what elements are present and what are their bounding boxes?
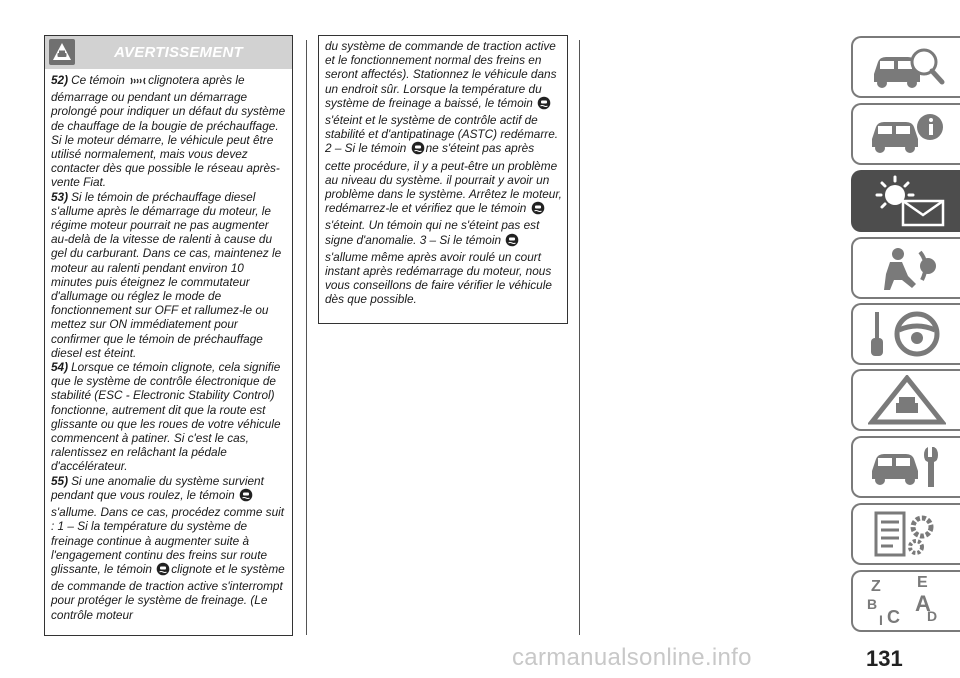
tab-specifications[interactable] <box>851 503 960 565</box>
tab-driving[interactable] <box>851 303 960 365</box>
warning-header <box>45 36 292 69</box>
esc-warning-icon <box>537 96 551 113</box>
tab-safety[interactable] <box>851 237 960 299</box>
paragraph-52: 52) Ce témoin clignotera après le démarrage ou pendant un démarrage prolongé pour indiquer un défaut du système de chauffage de la bougie de préchauffage. Si le moteur démarre, le véhicule peut être utilisé normalement, mais vous devez contacter dès que possible le réseau après-vente Fiat. <box>51 73 286 190</box>
column-divider <box>306 40 307 635</box>
glow-plug-icon <box>129 75 147 90</box>
warning-box-right <box>318 35 568 324</box>
index-letter: Z <box>870 578 881 595</box>
tab-emergency[interactable] <box>851 369 960 431</box>
index-letter: D <box>926 608 937 624</box>
chapter-tabs <box>851 0 960 678</box>
paragraph-53: 53) Si le témoin de préchauffage diesel s'allume après le démarrage du moteur, le régime moteur pourrait ne pas augmenter au-delà de la vitesse de ralenti à cause du gel du carburant. Dans ce cas, maintenez le moteur au ralenti pendant environ 10 minutes puis éteignez le commutateur d'allumage ou réglez le mode de fonctionnement sur OFF et rallumez-le ou mettez sur ON immédiatement pour confirmer que le témoin de préchauffage diesel est éteint. <box>51 189 282 360</box>
tab-index[interactable] <box>851 570 960 632</box>
tab-maintenance[interactable] <box>851 436 960 498</box>
esc-warning-icon <box>411 141 425 158</box>
column-divider-right <box>579 40 580 635</box>
tab-car-search[interactable] <box>851 36 960 98</box>
paragraph-55: 55) Si une anomalie du système survient pendant que vous roulez, le témoin s'allume. Dans ce cas, procédez comme suit : 1 – Si la température du système de freinage continue à augmenter suite à l'engagement continu des freins sur route glissante, le témoin clignote et le système de commande de traction active s'interrompt pour protéger le système de freinage. (Le contrôle moteur <box>51 473 285 622</box>
index-letter: I <box>878 612 883 628</box>
paragraph-54: 54) Lorsque ce témoin clignote, cela signifie que le système de contrôle électronique de stabilité (ESC - Electronic Stability Control) fonctionne, autrement dit que la route est glissante ou que les roues de votre véhicule commencent à patiner. Si c'est le cas, ralentissez en relâchant la pédale d'accélérateur. <box>51 360 281 474</box>
tab-warning-lights[interactable] <box>851 170 960 232</box>
warning-triangle-icon <box>868 375 946 425</box>
warning-body-right <box>319 36 567 307</box>
light-envelope-icon <box>867 175 947 227</box>
tab-car-info[interactable] <box>851 103 960 165</box>
esc-warning-icon <box>505 233 519 250</box>
esc-warning-icon <box>531 201 545 218</box>
airbag-person-icon <box>868 244 946 292</box>
car-wrench-icon <box>868 443 946 491</box>
esc-warning-icon <box>156 562 170 579</box>
warning-title: AVERTISSEMENT <box>114 44 243 61</box>
warning-box-left <box>44 35 293 636</box>
list-gears-icon <box>868 509 946 559</box>
warning-car-icon <box>49 39 75 65</box>
watermark: carmanualsonline.info <box>512 644 752 671</box>
page-number: 131 <box>866 646 903 671</box>
car-info-icon <box>868 111 946 157</box>
index-letter: C <box>886 607 900 627</box>
car-magnifier-icon <box>868 44 946 90</box>
key-steering-wheel-icon <box>867 308 947 360</box>
index-letter: B <box>866 596 877 612</box>
paragraph-55-continued: du système de commande de traction active et le fonctionnement normal des freins en seront affectés). Stationnez le véhicule dans un endroit sûr. Lorsque la température du système de freinage a baissé, le témoin s'éteint et le système de contrôle actif de stabilité et d'antipatinage (ASTC) redémarre. 2 – Si le témoin ne s'éteint pas après cette procédure, il y a peut-être un problème au niveau du système. il pourrait y avoir un problème dans le système. Arrêtez le moteur, redémarrez-le et vérifiez que le témoin s'éteint. Un témoin qui ne s'éteint pas est signe d'anomalie. 3 – Si le témoin s'allume même après avoir roulé un court instant après redémarrage du moteur, nous vous conseillons de faire vérifier le véhicule dès que possible. <box>325 39 562 307</box>
index-letter: E <box>916 574 928 591</box>
index-letter: A <box>914 591 931 616</box>
alphabet-index-icon <box>867 573 947 629</box>
warning-body-left <box>45 69 292 622</box>
esc-warning-icon <box>239 488 253 505</box>
